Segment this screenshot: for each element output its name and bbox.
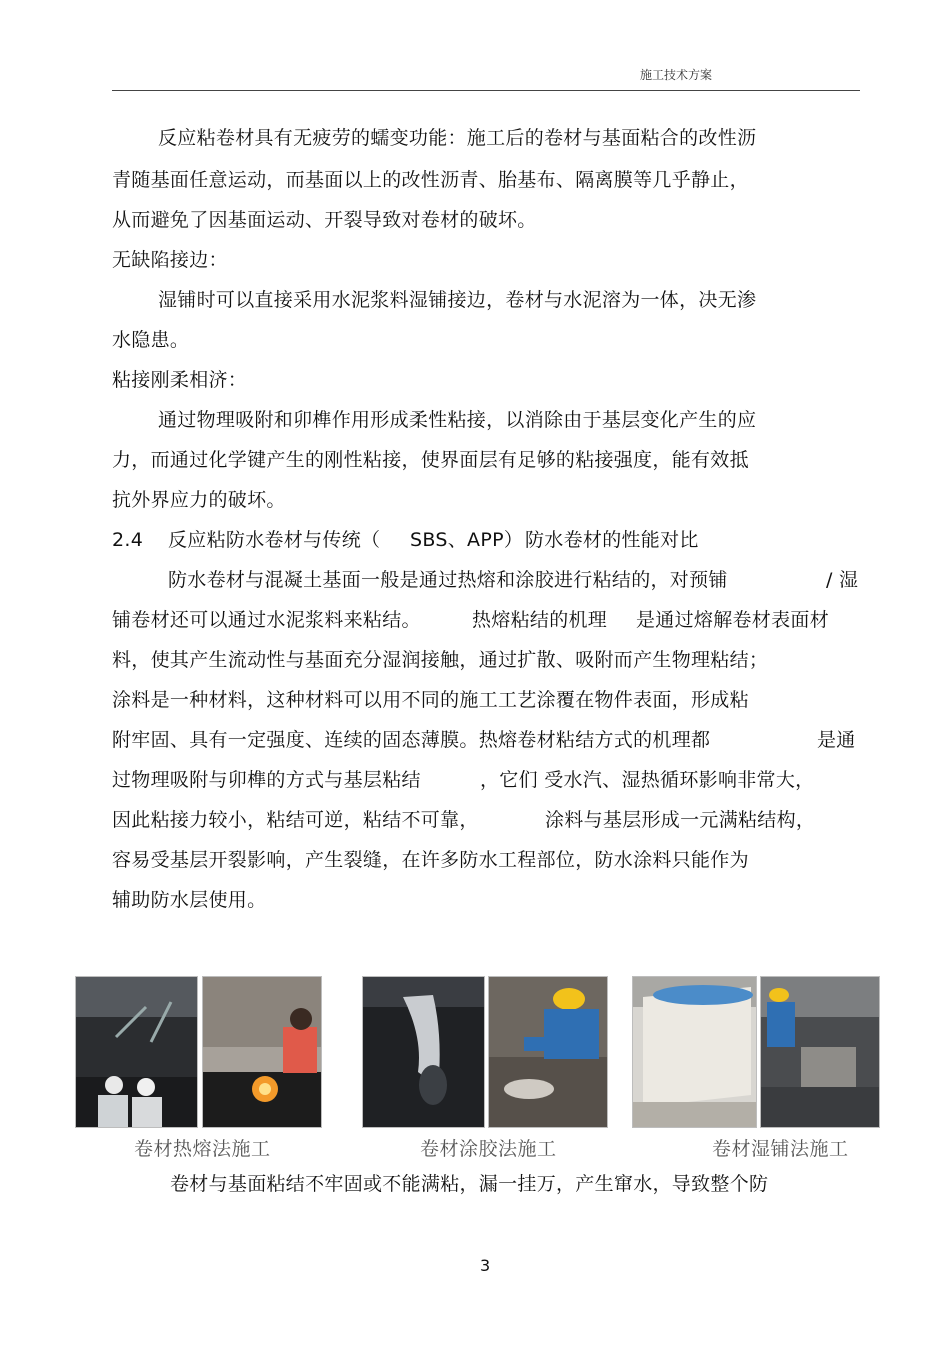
subheading: 无缺陷接边： [112,249,228,271]
paragraph-fragment: 是通 [817,729,856,751]
paragraph-fragment: / 湿 [826,569,859,591]
paragraph-line: 水隐患。 [112,329,190,351]
photo-adhesive-glove [362,976,485,1128]
section-title-c: 防水卷材的性能对比 [525,529,699,551]
paragraph-fragment: 容易受基层开裂影响，产生裂缝，在许多防水工程部位，防水涂料只能作为 [112,849,749,871]
paragraph-fragment: 附牢固、具有一定强度、连续的固态薄膜。热熔卷材粘结方式的机理都 [112,729,711,751]
paragraph-line: 从而避免了因基面运动、开裂导致对卷材的破坏。 [112,209,537,231]
paragraph-fragment: 是通过熔解卷材表面材 [636,609,830,631]
paragraph-fragment: 过物理吸附与卯榫的方式与基层粘结 [112,769,421,791]
paragraph-line: 湿铺时可以直接采用水泥浆料湿铺接边，卷材与水泥溶为一体，决无渗 [158,289,757,311]
caption-adhesive: 卷材涂胶法施工 [420,1138,557,1160]
caption-wetlaid: 卷材湿铺法施工 [712,1138,849,1160]
paragraph-fragment: 料，使其产生流动性与基面充分湿润接触，通过扩散、吸附而产生物理粘结； [112,649,769,671]
paragraph-fragment: 防水卷材与混凝土基面一般是通过热熔和涂胶进行粘结的，对预铺 [168,569,728,591]
header-rule [112,90,860,91]
photo-wetlaid-workers [760,976,880,1128]
paragraph-line: 抗外界应力的破坏。 [112,489,286,511]
section-title-a: 反应粘防水卷材与传统（ [168,529,381,551]
caption-torch: 卷材热熔法施工 [134,1138,271,1160]
paragraph-fragment: 因此粘接力较小，粘结可逆，粘结不可靠， [112,809,479,831]
photo-torch-flame [202,976,322,1128]
paragraph-fragment: 铺卷材还可以通过水泥浆料来粘结。 [112,609,421,631]
paragraph-line: 卷材与基面粘结不牢固或不能满粘，漏一挂万，产生窜水，导致整个防 [170,1173,769,1195]
subheading: 粘接刚柔相济： [112,369,248,391]
page-number: 3 [480,1256,491,1275]
paragraph-fragment: 涂料是一种材料，这种材料可以用不同的施工工艺涂覆在物件表面，形成粘 [112,689,749,711]
paragraph-fragment: 涂料与基层形成一元满粘结构， [545,809,816,831]
photo-adhesive-worker [488,976,608,1128]
photo-wetlaid-roll [632,976,757,1128]
section-number: 2.4 [112,529,144,551]
paragraph-line: 力，而通过化学键产生的刚性粘接，使界面层有足够的粘接强度，能有效抵 [112,449,749,471]
paragraph-line: 通过物理吸附和卯榫作用形成柔性粘接，以消除由于基层变化产生的应 [158,409,757,431]
paragraph-line: 反应粘卷材具有无疲劳的蠕变功能：施工后的卷材与基面粘合的改性沥 [158,127,757,149]
paragraph-fragment: 辅助防水层使用。 [112,889,267,911]
photo-torch-workers [75,976,198,1128]
header-title: 施工技术方案 [640,68,713,82]
paragraph-fragment: ，它们 受水汽、湿热循环影响非常大， [480,769,815,791]
paragraph-fragment: 热熔粘结的机理 [472,609,608,631]
section-title-b: SBS、APP） [410,529,524,551]
paragraph-line: 青随基面任意运动，而基面以上的改性沥青、胎基布、隔离膜等几乎静止， [112,169,749,191]
